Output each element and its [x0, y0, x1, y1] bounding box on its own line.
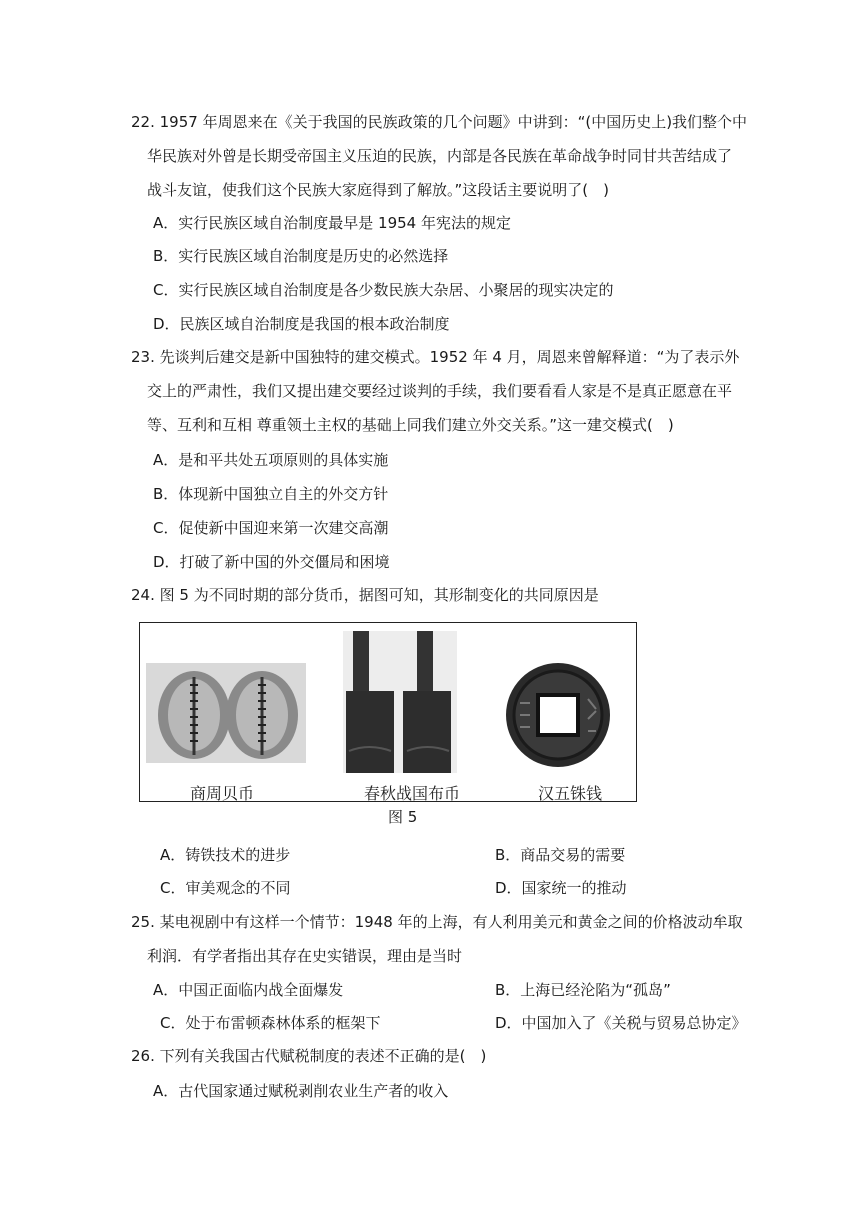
figure-label: 图 5 — [388, 808, 418, 826]
q23-option-d: D．打破了新中国的外交僵局和困境 — [153, 553, 390, 571]
q22-option-a: A．实行民族区域自治制度最早是 1954 年宪法的规定 — [153, 214, 511, 232]
q25-option-a: A．中国正面临内战全面爆发 — [153, 981, 344, 999]
q25-stem-line2: 利润．有学者指出其存在史实错误，理由是当时 — [147, 947, 463, 965]
q23-stem-line2: 交上的严肃性，我们又提出建交要经过谈判的手续，我们要看看人家是不是真正愿意在平 — [147, 382, 733, 400]
caption-wuzhu-coin: 汉五铢钱 — [538, 784, 603, 803]
q24-option-a: A．铸铁技术的进步 — [160, 846, 291, 864]
q24-option-b: B．商品交易的需要 — [495, 846, 626, 864]
q23-stem-line1: 23. 先谈判后建交是新中国独特的建交模式。1952 年 4 月，周恩来曾解释道：“为了表示外 — [131, 348, 740, 366]
spade-coins-image — [343, 631, 457, 773]
q23-stem-line3: 等、互利和互相 尊重领土主权的基础上同我们建立外交关系。”这一建交模式( ) — [147, 416, 674, 434]
q26-option-a: A．古代国家通过赋税剥削农业生产者的收入 — [153, 1082, 449, 1100]
q23-option-a: A．是和平共处五项原则的具体实施 — [153, 451, 389, 469]
q22-stem-line1: 22. 1957 年周恩来在《关于我国的民族政策的几个问题》中讲到：“(中国历史上)我们整个中 — [131, 113, 748, 131]
q24-option-c: C．审美观念的不同 — [160, 879, 291, 897]
q22-stem-line2: 华民族对外曾是长期受帝国主义压迫的民族，内部是各民族在革命战争时同甘共苦结成了 — [147, 147, 733, 165]
q25-option-b: B．上海已经沦陷为“孤岛” — [495, 981, 671, 999]
q22-stem-line3: 战斗友谊，使我们这个民族大家庭得到了解放。”这段话主要说明了( ) — [147, 181, 609, 199]
q25-option-c: C．处于布雷顿森林体系的框架下 — [160, 1014, 381, 1032]
q26-stem-line1: 26. 下列有关我国古代赋税制度的表述不正确的是( ) — [131, 1047, 487, 1065]
caption-spade-coins: 春秋战国布币 — [364, 784, 461, 803]
q23-option-c: C．促使新中国迎来第一次建交高潮 — [153, 519, 389, 537]
q25-stem-line1: 25. 某电视剧中有这样一个情节：1948 年的上海，有人利用美元和黄金之间的价格波动牟取 — [131, 913, 743, 931]
q23-option-b: B．体现新中国独立自主的外交方针 — [153, 485, 389, 503]
q22-option-d: D．民族区域自治制度是我国的根本政治制度 — [153, 315, 450, 333]
q24-option-d: D．国家统一的推动 — [495, 879, 627, 897]
q22-option-b: B．实行民族区域自治制度是历史的必然选择 — [153, 247, 449, 265]
q25-option-d: D．中国加入了《关税与贸易总协定》 — [495, 1014, 747, 1032]
currency-figure — [139, 622, 637, 802]
q22-option-c: C．实行民族区域自治制度是各少数民族大杂居、小聚居的现实决定的 — [153, 281, 614, 299]
caption-shell-coins: 商周贝币 — [190, 784, 255, 803]
wuzhu-coin-image — [502, 659, 614, 771]
q24-stem-line1: 24. 图 5 为不同时期的部分货币，据图可知，其形制变化的共同原因是 — [131, 586, 599, 604]
shell-coins-image — [146, 663, 306, 763]
